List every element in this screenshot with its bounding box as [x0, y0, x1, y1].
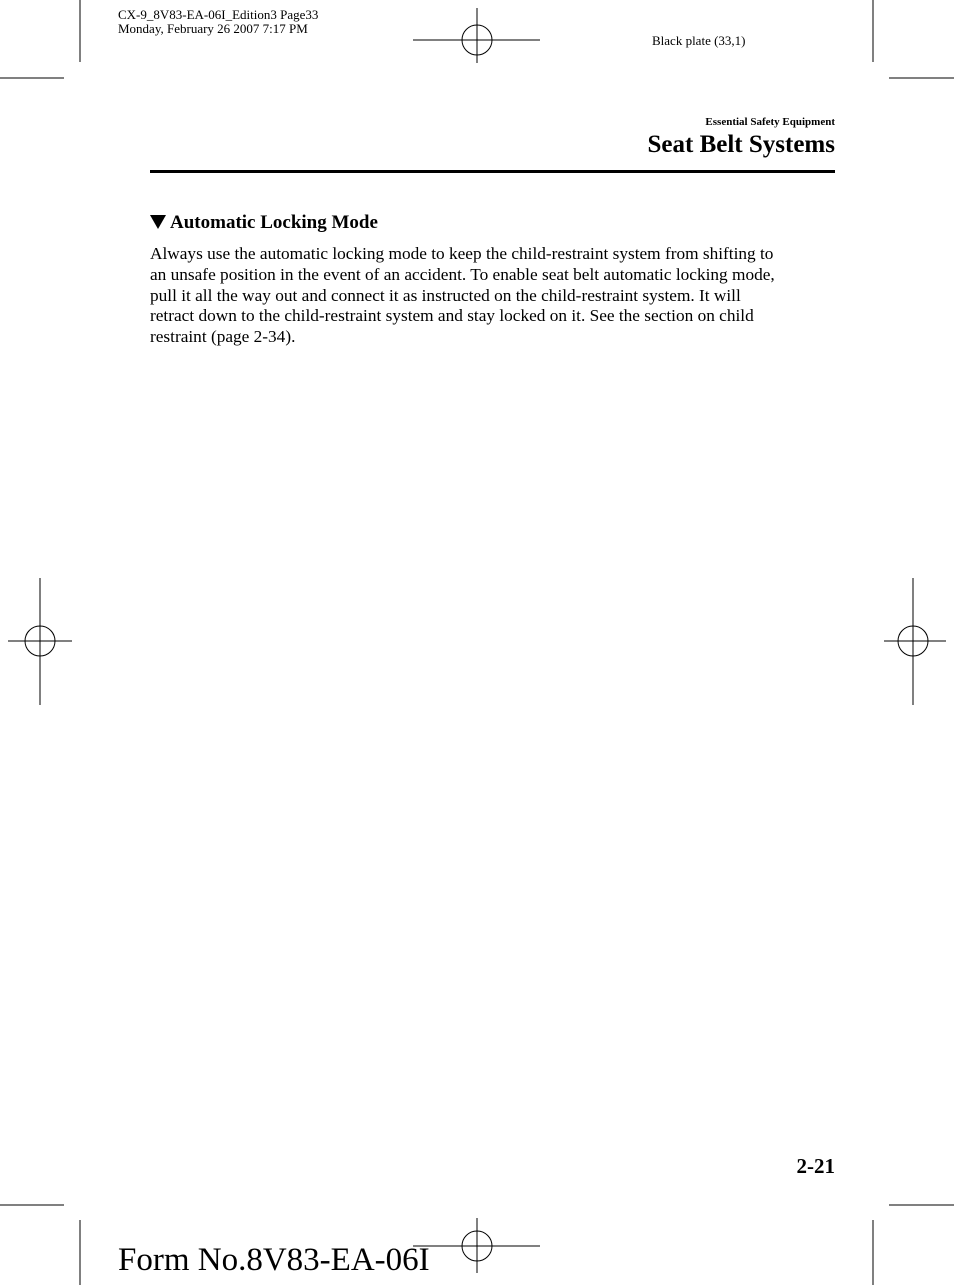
header-rule — [150, 170, 835, 173]
paragraph-line: retract down to the child-restraint system and stay locked on it. See the section on child — [150, 306, 754, 326]
registration-mark-top — [413, 8, 540, 63]
page-title: Seat Belt Systems — [647, 131, 835, 158]
registration-mark-right — [884, 578, 946, 705]
slug-timestamp: Monday, February 26 2007 7:17 PM — [118, 21, 308, 36]
paragraph-line: an unsafe position in the event of an accident. To enable seat belt automatic locking mode, — [150, 264, 775, 284]
page-number: 2-21 — [796, 1154, 835, 1178]
triangle-down-icon — [150, 215, 166, 229]
paragraph-line: pull it all the way out and connect it as instructed on the child-restraint system. It will — [150, 285, 741, 305]
body-paragraph — [150, 244, 840, 348]
slug-file-name: CX-9_8V83-EA-06I_Edition3 Page33 — [118, 7, 319, 22]
form-number: Form No.8V83-EA-06I — [118, 1242, 430, 1278]
registration-mark-bottom — [413, 1218, 540, 1273]
registration-mark-left — [8, 578, 72, 705]
paragraph-line: Always use the automatic locking mode to keep the child-restraint system from shifting to — [150, 244, 774, 263]
print-slug — [118, 8, 318, 36]
subheading — [150, 211, 378, 235]
paragraph-line: restraint (page 2-34). — [150, 327, 296, 347]
section-label: Essential Safety Equipment — [705, 116, 835, 128]
plate-label: Black plate (33,1) — [652, 33, 746, 48]
subheading-text: Automatic Locking Mode — [170, 212, 378, 233]
